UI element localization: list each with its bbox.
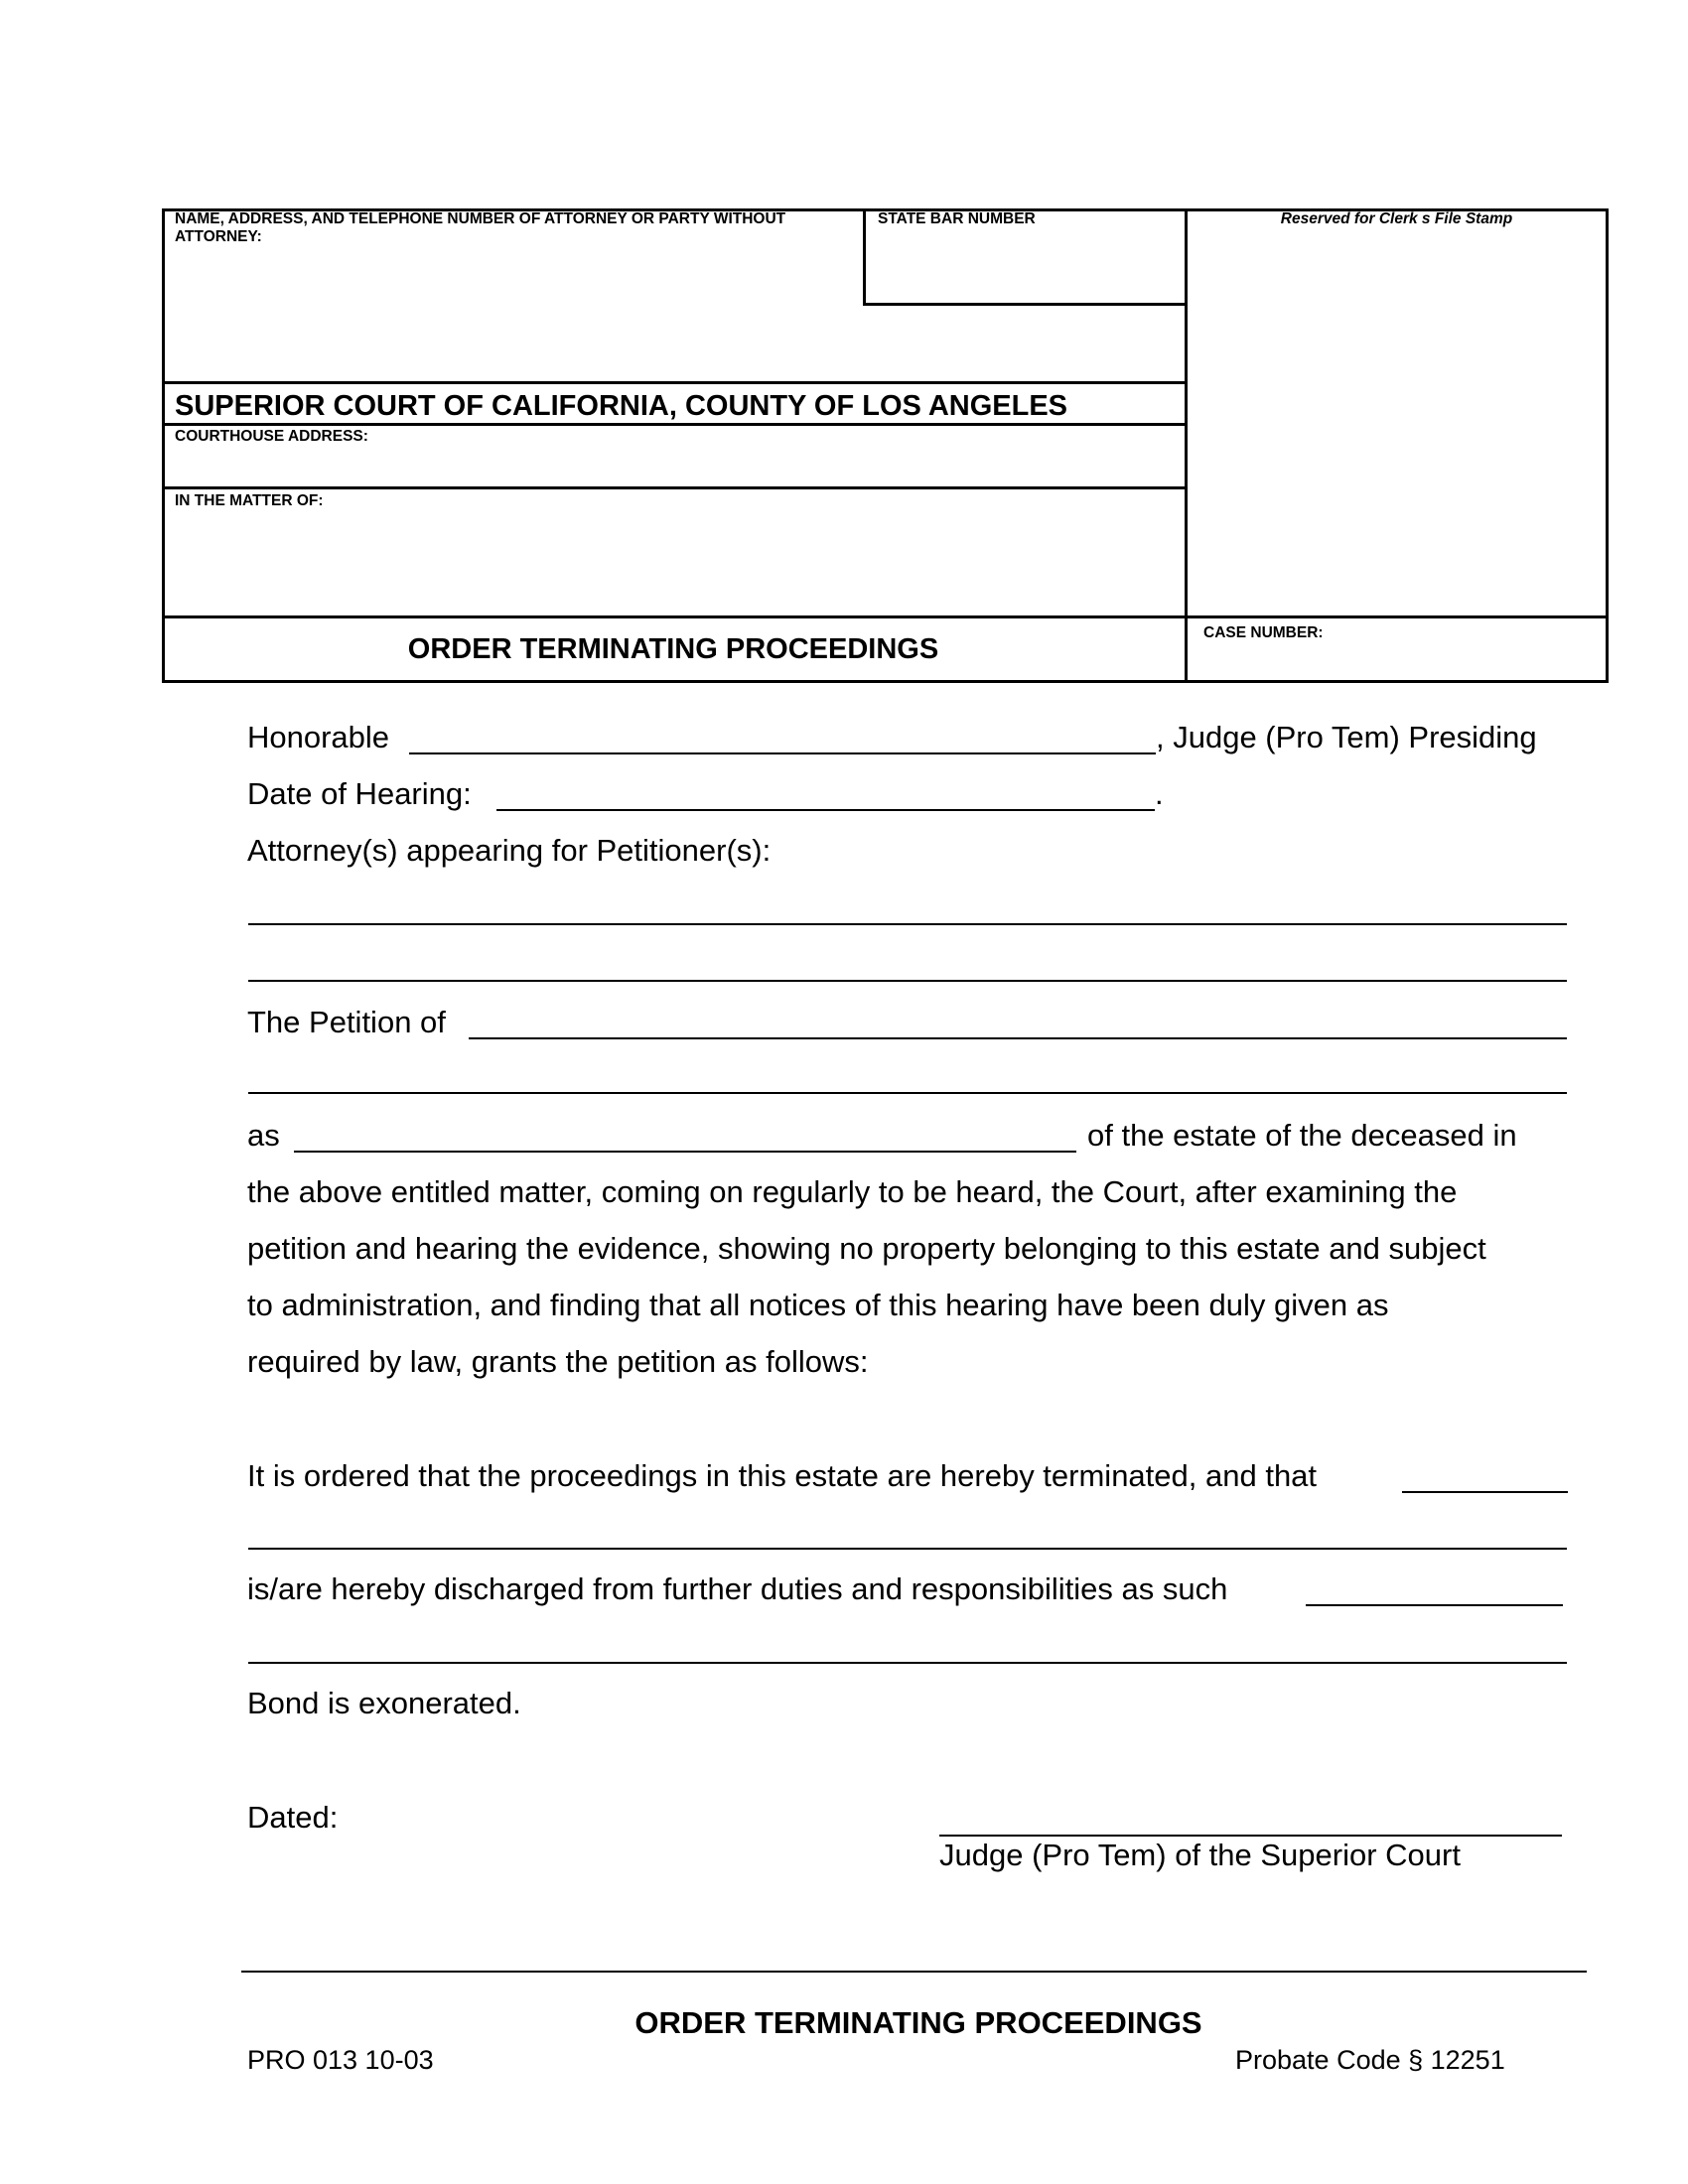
as-label: as: [247, 1118, 280, 1153]
state-bar-box-left: [863, 208, 866, 305]
dated-label: Dated:: [247, 1800, 339, 1835]
date-period: .: [1155, 776, 1164, 811]
attorneys-line-1[interactable]: [248, 923, 1567, 925]
ordered-text: It is ordered that the proceedings in this estate are hereby terminated, and that: [247, 1458, 1318, 1493]
hearing-date-blank[interactable]: [496, 809, 1155, 811]
attorneys-label: Attorney(s) appearing for Petitioner(s):: [247, 833, 772, 868]
ordered-line-2[interactable]: [248, 1548, 1567, 1550]
state-bar-box-bottom: [863, 303, 1187, 306]
capacity-blank[interactable]: [294, 1151, 1076, 1153]
footer-title: ORDER TERMINATING PROCEEDINGS: [634, 2005, 1202, 2040]
form-title: ORDER TERMINATING PROCEEDINGS: [407, 633, 939, 665]
ordered-blank[interactable]: [1402, 1491, 1568, 1493]
footer-statute: Probate Code § 12251: [1235, 2045, 1505, 2075]
judge-name-blank[interactable]: [409, 752, 1156, 754]
court-name: SUPERIOR COURT OF CALIFORNIA, COUNTY OF LOS ANGELES: [175, 390, 1068, 422]
signature-line[interactable]: [939, 1835, 1562, 1837]
bond-text: Bond is exonerated.: [247, 1686, 521, 1720]
signature-caption: Judge (Pro Tem) of the Superior Court: [939, 1838, 1461, 1872]
date-of-hearing-label: Date of Hearing:: [247, 776, 472, 811]
estate-suffix: of the estate of the deceased in: [1087, 1118, 1517, 1153]
attorneys-line-2[interactable]: [248, 980, 1567, 982]
state-bar-label: STATE BAR NUMBER: [878, 210, 1036, 227]
discharged-text: is/are hereby discharged from further duties and responsibilities as such: [247, 1571, 1228, 1606]
caption-divider-vertical: [1185, 208, 1188, 683]
petitioner-blank[interactable]: [469, 1037, 1567, 1039]
caption-box: [162, 208, 1609, 683]
petition-of-label: The Petition of: [247, 1005, 446, 1039]
discharged-blank[interactable]: [1306, 1604, 1563, 1606]
footer-form-code: PRO 013 10-03: [247, 2045, 434, 2075]
caption-rule-address: [162, 423, 1187, 426]
discharged-line-2[interactable]: [248, 1662, 1567, 1664]
presiding-suffix: , Judge (Pro Tem) Presiding: [1156, 720, 1537, 754]
caption-rule-matter: [162, 486, 1187, 489]
case-number-label: CASE NUMBER:: [1203, 624, 1324, 641]
footer-rule: [241, 1971, 1587, 1973]
paragraph-line-1: the above entitled matter, coming on regularly to be heard, the Court, after examining the: [247, 1174, 1458, 1209]
matter-label: IN THE MATTER OF:: [175, 492, 324, 509]
caption-rule-court: [162, 381, 1187, 384]
paragraph-line-4: required by law, grants the petition as follows:: [247, 1344, 869, 1379]
clerk-stamp-label: Reserved for Clerk s File Stamp: [1280, 210, 1513, 227]
petitioner-line-2[interactable]: [248, 1092, 1567, 1094]
attorney-label: NAME, ADDRESS, AND TELEPHONE NUMBER OF ATTORNEY OR PARTY WITHOUT ATTORNEY:: [175, 210, 786, 245]
paragraph-line-2: petition and hearing the evidence, showing no property belonging to this estate and subject: [247, 1231, 1486, 1266]
caption-rule-title: [162, 615, 1609, 618]
honorable-label: Honorable: [247, 720, 390, 754]
paragraph-line-3: to administration, and finding that all notices of this hearing have been duly given as: [247, 1288, 1389, 1322]
courthouse-address-label: COURTHOUSE ADDRESS:: [175, 428, 368, 445]
